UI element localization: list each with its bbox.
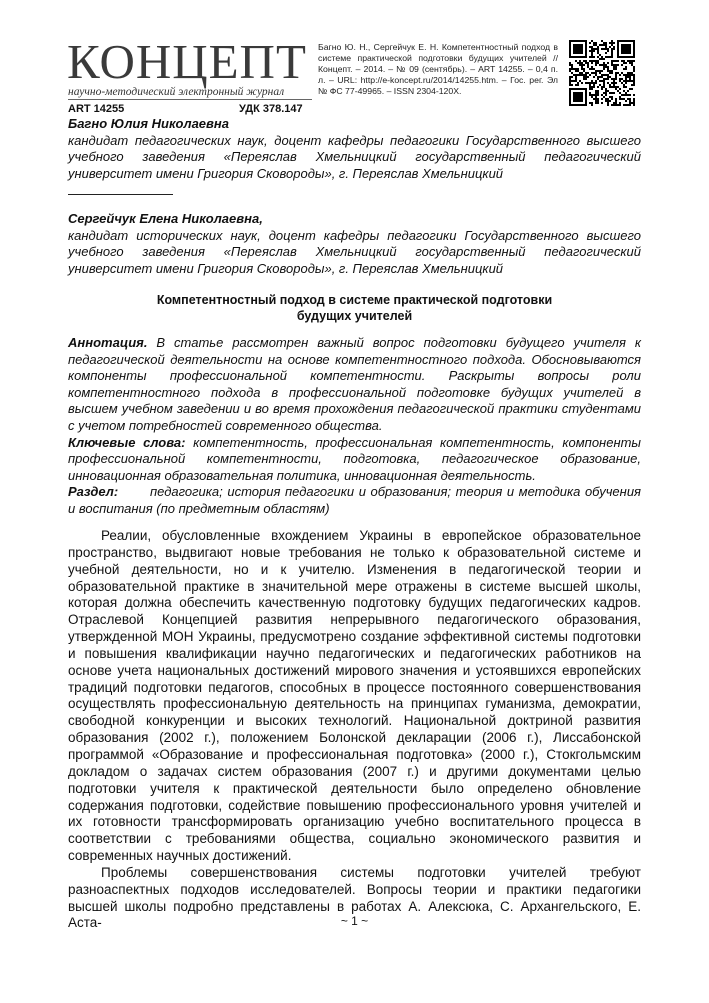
body-paragraph-1: Реалии, обусловленные вхождением Украины в европейское образовательное пространство, выдвигают новые требования не только к образовательной системе и учебной деятельности, но и к учителю. Изменения в педагогической теории и образовательной практике в значительной мере отражены в системе высшей школы, которая должна обеспечить качественную подготовку будущих педагогических кадров. Отраслевой Концепцией развития непрерывного педагогического образования, утвержденной МОН Украины, предусмотрено создание эффективной системы подготовки и повышения квалификации научно педагогических и педагогических работников на основе учета национальных достижений мирового значения и устоявшихся европейских традиций подготовки педагогов, способных в процессе постоянного совершенствования осуществлять профессиональную деятельность на принципах гуманизма, демократии, свободной конкуренции и высоких технологий. Национальной доктриной развития образования (2002 г.), положением Болонской декларации (2006 г.), Лиссабонской программой «Образование и профессиональная подготовка» (2000 г.), Стокгольмским докладом о задачах систем образования (2007 г.) и другими документами целью подготовки учителя к практической деятельности было определено обновление содержания подготовки, содействие повышению профессионального уровня учителей и их готовности трансформировать организацию учебно воспитательного процесса в соответствии с требованиями общества, социально экономического развития и современных научных достижений. xyxy=(68,528,641,864)
article-title xyxy=(68,292,641,324)
author-name-1: Багно Юлия Николаевна xyxy=(68,116,229,131)
body-paragraph-2: Проблемы совершенствования системы подготовки учителей требуют разноаспектных подходов исследователей. Вопросы теории и практики педагогики высшей школы подробно представлены в работах А. Алексюка, С. Архангельского, Е. Аста- xyxy=(68,864,641,931)
section-label: Раздел: xyxy=(68,484,119,500)
keywords-label: Ключевые слова: xyxy=(68,434,186,450)
abstract-section xyxy=(68,335,641,518)
author-affiliation-2: кандидат исторических наук, доцент кафедры педагогики Государственного высшего учебного заведения «Переяслав Хмельницкий государственный педагогический университет имени Григория Сковороды», г. Переяслав Хмельницкий xyxy=(68,227,641,276)
journal-logo: КОНЦЕПТ xyxy=(67,34,307,89)
author-block-1 xyxy=(68,116,641,182)
author-separator xyxy=(68,194,173,195)
citation-block: Багно Ю. Н., Сергейчук Е. Н. Компетентностный подход в системе практической подготовки будущих учителей // Концепт. – 2014. – № 09 (сентябрь). – ART 14255. – 0,4 п. л. – URL: http://e-koncept.ru/2014/14255.htm. – Гос. рег. Эл № ФС 77-49965. – ISSN 2304-120X. xyxy=(318,42,558,97)
qr-code-icon xyxy=(569,40,635,106)
article-title-line-1: Компетентностный подход в системе практической подготовки xyxy=(156,293,553,307)
udk-code: УДК 378.147 xyxy=(239,103,303,115)
page-number: ~ 1 ~ xyxy=(340,914,369,928)
art-number: ART 14255 xyxy=(68,103,125,115)
abstract-label: Аннотация. xyxy=(68,335,148,350)
author-name-2: Сергейчук Елена Николаевна, xyxy=(68,211,263,226)
journal-tagline: научно-методический электронный журнал xyxy=(68,86,285,98)
author-block-2 xyxy=(68,211,641,277)
tagline-rule xyxy=(68,99,312,100)
article-body xyxy=(68,528,641,932)
abstract-text: В статье рассмотрен важный вопрос подготовки будущего учителя к педагогической деятельности на основе компетентностного подхода. Обосновываются компоненты профессиональной компетентности. Раскрыты вопросы роли компетентностного подхода в профессиональной подготовке будущих учителей в высшем учебном заведении и во время прохождения педагогической практики студентами с учетом потребностей современного общества. xyxy=(68,335,641,433)
author-affiliation-1: кандидат педагогических наук, доцент кафедры педагогики Государственного высшего учебного заведения «Переяслав Хмельницкий государственный педагогический университет имени Григория Сковороды», г. Переяслав Хмельницкий xyxy=(68,132,641,181)
keywords-text: компетентность, профессиональная компетентность, компоненты профессиональной компетентности, подготовка, педагогическое образование, инновационная образовательная политика, инновационная деятельность. xyxy=(68,434,641,483)
section-info xyxy=(68,484,641,517)
abstract xyxy=(68,335,641,435)
article-title-line-2: будущих учителей xyxy=(296,309,413,323)
section-text: педагогика; история педагогики и образования; теория и методика обучения и воспитания (по предметным областям) xyxy=(68,484,641,516)
keywords xyxy=(68,435,641,485)
